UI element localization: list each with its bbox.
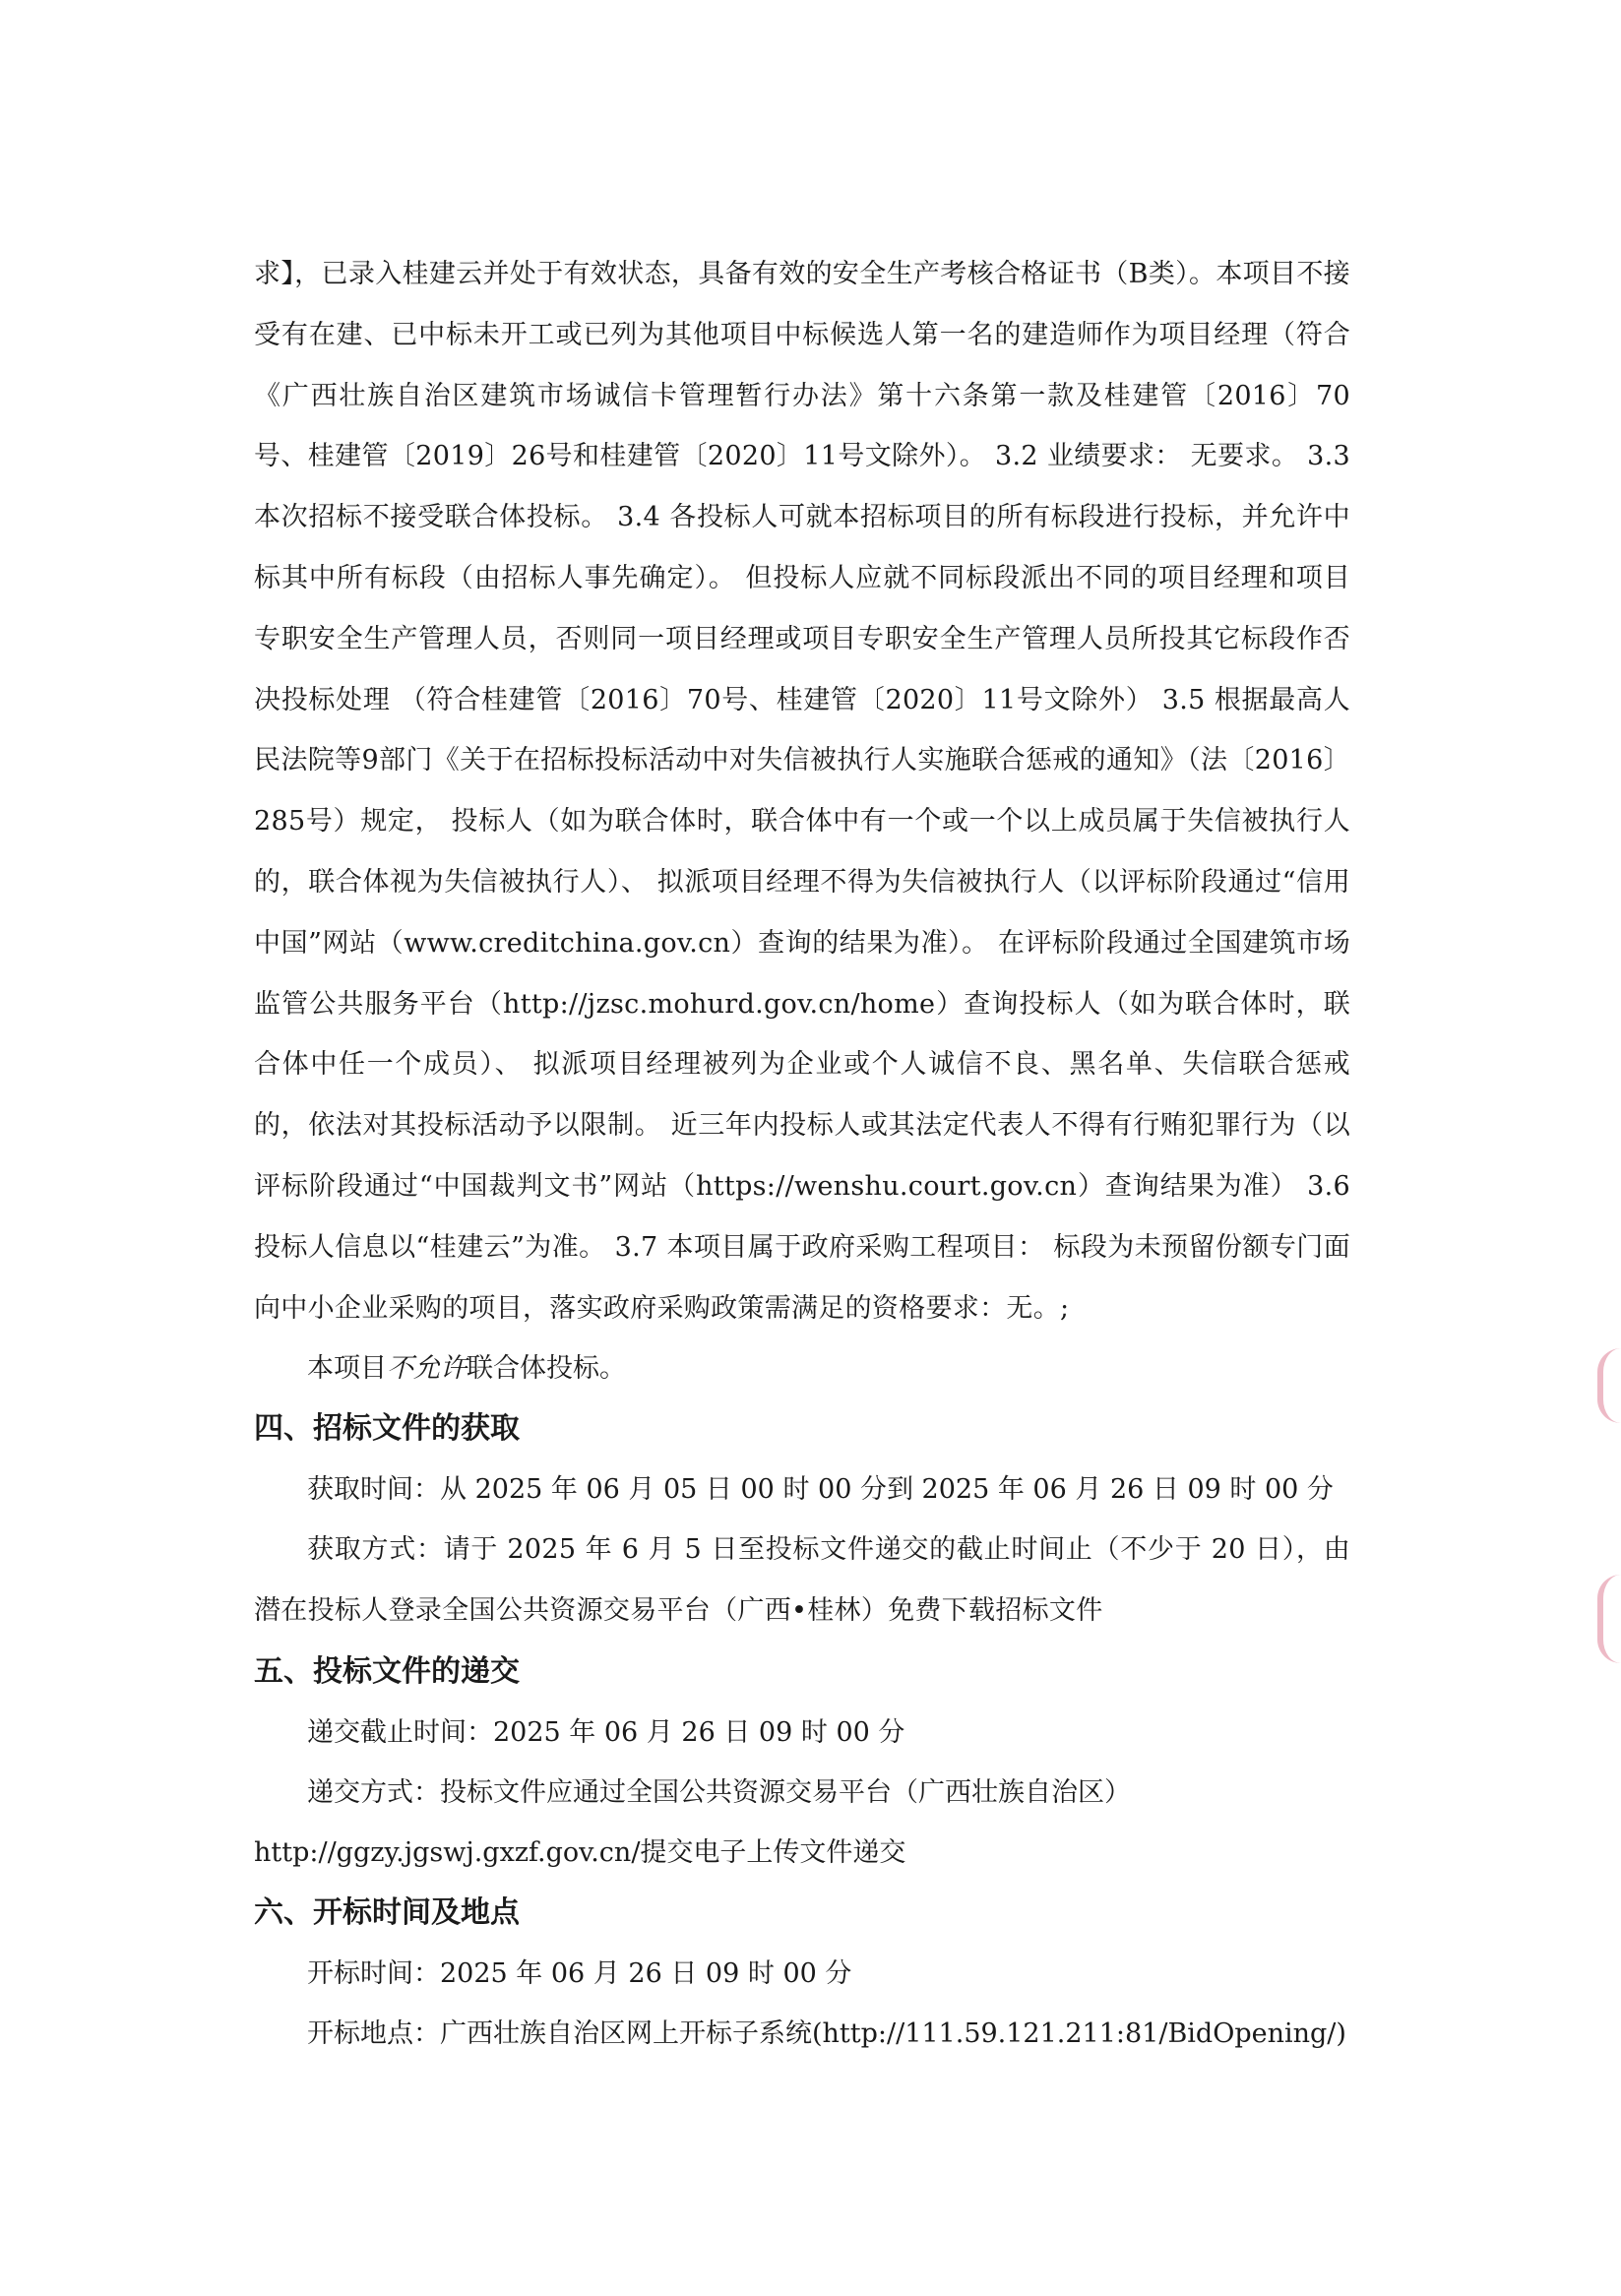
seal-stamp-fragment: [1597, 1575, 1621, 1663]
submission-deadline-value: 2025 年 06 月 26 日 09 时 00 分: [493, 1716, 905, 1748]
acquisition-method: [254, 1520, 1350, 1642]
acquisition-time: [254, 1459, 1350, 1520]
opening-time-label: 开标时间：: [307, 1957, 440, 1989]
qualification-requirements-paragraph: 求】，已录入桂建云并处于有效状态，具备有效的安全生产考核合格证书（B类）。本项目不接受有在建、已中标未开工或已列为其他项目中标候选人第一名的建造师作为项目经理（符合《广西壮族自治区建筑市场诚信卡管理暂行办法》第十六条第一款及桂建管〔2016〕70号、桂建管〔2019〕26号和桂建管〔2020〕11号文除外）。 3.2 业绩要求： 无要求。 3.3 本次招标不接受联合体投标。 3.4 各投标人可就本招标项目的所有标段进行投标，并允许中标其中所有标段（由招标人事先确定）。 但投标人应就不同标段派出不同的项目经理和项目专职安全生产管理人员，否则同一项目经理或项目专职安全生产管理人员所投其它标段作否决投标处理 （符合桂建管〔2016〕70号、桂建管〔2020〕11号文除外） 3.5 根据最高人民法院等9部门《关于在招标投标活动中对失信被执行人实施联合惩戒的通知》（法〔2016〕285号）规定， 投标人（如为联合体时，联合体中有一个或一个以上成员属于失信被执行人的，联合体视为失信被执行人）、 拟派项目经理不得为失信被执行人（以评标阶段通过“信用中国”网站（www.creditchina.gov.cn）查询的结果为准）。 在评标阶段通过全国建筑市场监管公共服务平台（http://jzsc.mohurd.gov.cn/home）查询投标人（如为联合体时，联合体中任一个成员）、 拟派项目经理被列为企业或个人诚信不良、黑名单、失信联合惩戒的，依法对其投标活动予以限制。 近三年内投标人或其法定代表人不得有行贿犯罪行为（以评标阶段通过“中国裁判文书”网站（https://wenshu.court.gov.cn）查询结果为准） 3.6 投标人信息以“桂建云”为准。 3.7 本项目属于政府采购工程项目： 标段为未预留份额专门面向中小企业采购的项目，落实政府采购政策需满足的资格要求：无。;: [254, 259, 1350, 1324]
seal-stamp-fragment: [1597, 1348, 1621, 1423]
consortium-statement: [254, 1338, 1350, 1398]
submission-method: [254, 1763, 1350, 1823]
acquisition-method-label: 获取方式：: [307, 1534, 444, 1566]
opening-place: [254, 2004, 1350, 2064]
consortium-suffix: 联合体投标。: [467, 1353, 626, 1385]
document-body: [254, 244, 1350, 2064]
consortium-emphasis: 不允许: [387, 1353, 467, 1385]
section-5-heading: 五、投标文件的递交: [254, 1653, 520, 1689]
submission-deadline-label: 递交截止时间：: [307, 1716, 493, 1748]
opening-time: [254, 1944, 1350, 2004]
consortium-prefix: 本项目: [307, 1353, 387, 1385]
submission-method-value: 投标文件应通过全国公共资源交易平台（广西壮族自治区）: [440, 1776, 1131, 1808]
opening-place-label: 开标地点：: [307, 2017, 440, 2049]
opening-time-value: 2025 年 06 月 26 日 09 时 00 分: [440, 1957, 852, 1989]
submission-method-label: 递交方式：: [307, 1776, 440, 1808]
acquisition-time-label: 获取时间：: [307, 1474, 440, 1506]
acquisition-time-value: 从 2025 年 06 月 05 日 00 时 00 分到 2025 年 06 月 26 日 09 时 00 分: [440, 1474, 1334, 1506]
acquisition-method-value: 请于 2025 年 6 月 5 日至投标文件递交的截止时间止（不少于 20 日），由潜在投标人登录全国公共资源交易平台（广西•桂林）免费下载招标文件: [254, 1534, 1351, 1627]
opening-place-value: 广西壮族自治区网上开标子系统(http://111.59.121.211:81/BidOpening/): [440, 2017, 1346, 2049]
section-4-heading: 四、招标文件的获取: [254, 1411, 520, 1447]
section-6-heading: 六、开标时间及地点: [254, 1894, 520, 1930]
submission-deadline: [254, 1703, 1350, 1763]
submission-url-line: http://ggzy.jgswj.gxzf.gov.cn/提交电子上传文件递交: [254, 1836, 906, 1868]
